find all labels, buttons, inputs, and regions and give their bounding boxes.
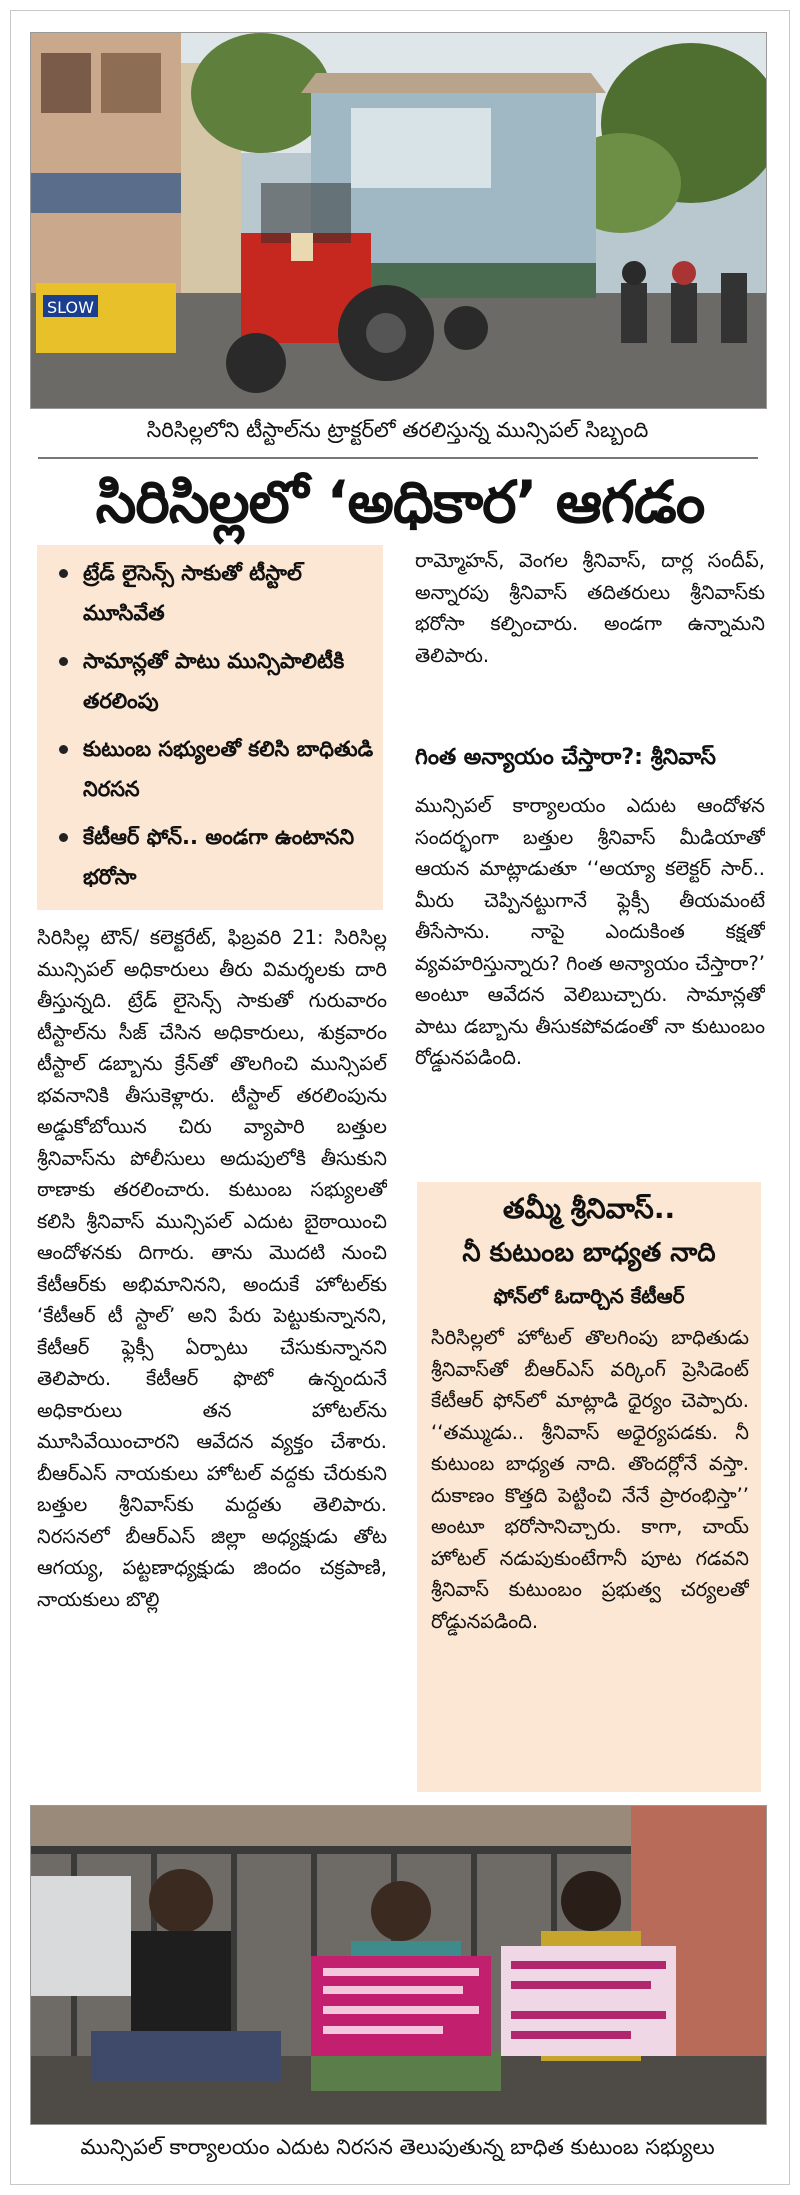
highlight-item: కేటీఆర్ ఫోన్.. అండగా ఉంటానని భరోసా [59,817,379,897]
slow-sign-text: SLOW [47,298,94,317]
subhead-text: మున్సిపల్ కార్యాలయం ఎదుట ఆందోళన సందర్భంగా బత్తుల శ్రీనివాస్ మీడియాతో ఆయన మాట్లాడుతూ ‘‘అయ్యా కలెక్టర్ సార్.. మీరు చెప్పినట్టుగానే ఫ్లెక్సీ తీయమంటే తీసేసాను. నాపై ఎందుకింత కక్షతో వ్యవహరిస్తున్నారు? గింత అన్యాయం చేస్తారా?’ అంటూ ఆవేదన వెలిబుచ్చారు. సామాన్లతో పాటు డబ్బాను తీసుకపోవడంతో నా కుటుంబం రోడ్డునపడింది. [415,794,765,1069]
right-column-intro [415,545,765,671]
tractor-photo-illustration [31,33,766,408]
ktr-side-box [417,1182,761,1792]
bullet-icon [59,657,68,666]
side-box-title2: నీ కుటుంబ బాధ్యత నాది [462,1238,716,1268]
bottom-photo [30,1805,767,2125]
subhead: గింత అన్యాయం చేస్తారా?: శ్రీనివాస్ [415,745,716,770]
bottom-photo-caption: మున్సిపల్ కార్యాలయం ఎదుట నిరసన తెలుపుతున్న బాధిత కుటుంబ సభ్యులు [80,2135,715,2159]
bullet-icon [59,745,68,754]
caption-divider [38,457,758,459]
top-photo-caption: సిరిసిల్లలోని టీస్టాల్‌ను ట్రాక్టర్‌లో తరలిస్తున్న మున్సిపల్ సిబ్బంది [146,418,649,442]
highlight-item: కుటుంబ సభ్యులతో కలిసి బాధితుడి నిరసన [59,729,379,809]
left-column-text: సిరిసిల్ల టౌన్/ కలెక్టరేట్, ఫిబ్రవరి 21: సిరిసిల్ల మున్సిపల్ అధికారులు తీరు విమర్శలకు దారి తీస్తున్నది. ట్రేడ్ లైసెన్స్ సాకుతో గురువారం టీస్టాల్‌ను సీజ్ చేసిన అధికారులు, శుక్రవారం టీస్టాల్ డబ్బాను క్రేన్‌తో తొలగించి మున్సిపల్ భవనానికి తీసుకెళ్లారు. టీస్టాల్ తరలింపును అడ్డుకోబోయిన చిరు వ్యాపారి బత్తుల శ్రీనివాస్‌ను పోలీసులు అదుపులోకి తీసుకుని ఠాణాకు తరలించారు. కుటుంబ సభ్యులతో కలిసి శ్రీనివాస్ మున్సిపల్ ఎదుట బైఠాయించి ఆందోళనకు దిగారు. తాను మొదటి నుంచి కేటీఆర్‌కు అభిమానినని, అందుకే హోటల్‌కు ‘కేటీఆర్ టీ స్టాల్’ అని పేరు పెట్టుకున్నానని, కేటీఆర్ ఫ్లెక్సీ ఏర్పాటు చేసుకున్నానని తెలిపారు. కేటీఆర్ ఫొటో ఉన్నందునే అధికారులు తన హోటల్‌ను మూసివేయించారని ఆవేదన వ్యక్తం చేశారు. బీఆర్ఎస్ నాయకులు హోటల్ వద్దకు చేరుకుని బత్తుల శ్రీనివాస్‌కు మద్దతు తెలిపారు. నిరసనలో బీఆర్ఎస్ జిల్లా అధ్యక్షుడు తోట ఆగయ్య, పట్టణాధ్యక్షుడు జిందం చక్రపాణి, నాయకులు బొల్లి [37,926,387,1611]
side-box-title: తమ్మీ శ్రీనివాస్.. [502,1192,676,1225]
side-box-subtitle: ఫోన్‌లో ఓదార్చిన కేటీఆర్ [493,1284,685,1308]
bullet-icon [59,833,68,842]
subhead-column [415,790,765,1170]
side-box-text: సిరిసిల్లలో హోటల్ తొలగింపు బాధితుడు శ్రీనివాస్‌తో బీఆర్ఎస్ వర్కింగ్ ప్రెసిడెంట్ కేటీఆర్ ఫోన్‌లో మాట్లాడి ధైర్యం చెప్పారు. ‘‘తమ్ముడు.. శ్రీనివాస్ అధైర్యపడకు. నీ కుటుంబ బాధ్యత నాది. తొందర్లోనే వస్తా. దుకాణం కొత్తది పెట్టించి నేనే ప్రారంభిస్తా’’ అంటూ భరోసానిచ్చారు. కాగా, చాయ్ హోటల్ నడుపుకుంటేగానీ పూట గడవని శ్రీనివాస్ కుటుంబం ప్రభుత్వ చర్యలతో రోడ్డునపడింది. [431,1326,749,1633]
left-column [37,922,387,1782]
highlight-item: ట్రేడ్ లైసెన్స్ సాకుతో టీస్టాల్ మూసివేత [59,553,379,633]
protest-photo-illustration [31,1806,766,2124]
highlight-item: సామాన్లతో పాటు మున్సిపాలిటీకి తరలింపు [59,641,379,721]
right-intro-text: రామ్మోహన్, వెంగల శ్రీనివాస్, దార్ల సందీప్, అన్నారపు శ్రీనివాస్ తదితరులు శ్రీనివాస్‌కు భరోసా కల్పించారు. అండగా ఉన్నామని తెలిపారు. [415,549,765,667]
headline: సిరిసిల్లలో ‘అధికార’ ఆగడం [95,468,705,536]
bullet-icon [59,569,68,578]
highlights-box [37,545,383,910]
top-photo [30,32,767,409]
